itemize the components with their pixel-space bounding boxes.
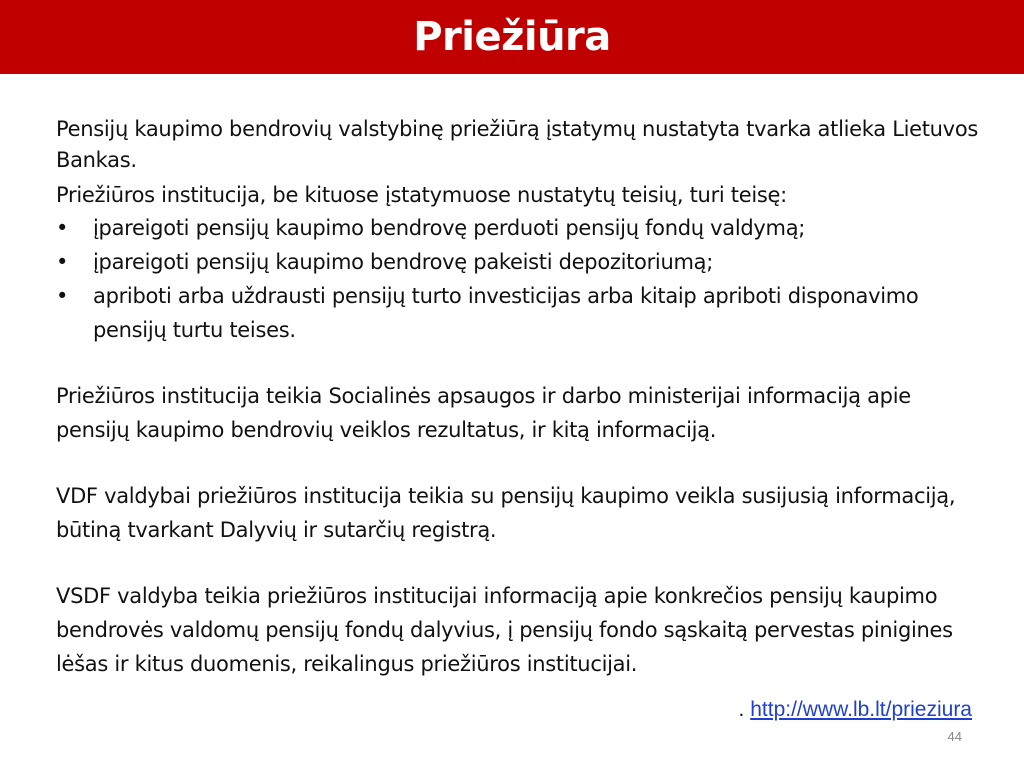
bullet-icon: • — [56, 250, 69, 274]
intro-paragraph: Pensijų kaupimo bendrovių valstybinę priežiūrą įstatymų nustatyta tvarka atlieka Lietuvos Bankas. — [56, 117, 979, 172]
list-item — [56, 211, 986, 245]
page-number: 44 — [947, 729, 962, 744]
bullet-icon: • — [56, 284, 69, 308]
list-item — [56, 279, 986, 347]
list-item-text: įpareigoti pensijų kaupimo bendrovę pakeisti depozitoriumą; — [93, 250, 713, 274]
paragraph-ministry: Priežiūros institucija teikia Socialinės apsaugos ir darbo ministerijai informaciją apie pensijų kaupimo bendrovių veiklos rezultatus, ir kitą informaciją. — [56, 384, 911, 442]
list-item — [56, 245, 986, 279]
rights-intro: Priežiūros institucija, be kituose įstatymuose nustatytų teisių, turi teisę: — [56, 183, 787, 207]
source-link-line — [739, 696, 972, 724]
rights-list — [56, 211, 986, 347]
slide-body — [56, 114, 986, 681]
link-prefix: . — [738, 698, 745, 721]
source-link[interactable]: http://www.lb.lt/prieziura — [750, 698, 972, 721]
bullet-icon: • — [56, 216, 69, 240]
paragraph-vsdf: VSDF valdyba teikia priežiūros institucijai informaciją apie konkrečios pensijų kaupimo bendrovės valdomų pensijų fondų dalyvius, į pensijų fondo sąskaitą pervestas pinigines lėšas ir kitus duomenis, reikalingus priežiūros institucijai. — [56, 584, 953, 676]
paragraph-vdf: VDF valdybai priežiūros institucija teikia su pensijų kaupimo veikla susijusią informaciją, būtiną tvarkant Dalyvių ir sutarčių registrą. — [56, 484, 956, 542]
list-item-text: apriboti arba uždrausti pensijų turto investicijas arba kitaip apriboti disponavimo pensijų turtu teises. — [93, 284, 919, 342]
list-item-text: įpareigoti pensijų kaupimo bendrovę perduoti pensijų fondų valdymą; — [93, 216, 806, 240]
slide-title: Priežiūra — [413, 14, 611, 60]
